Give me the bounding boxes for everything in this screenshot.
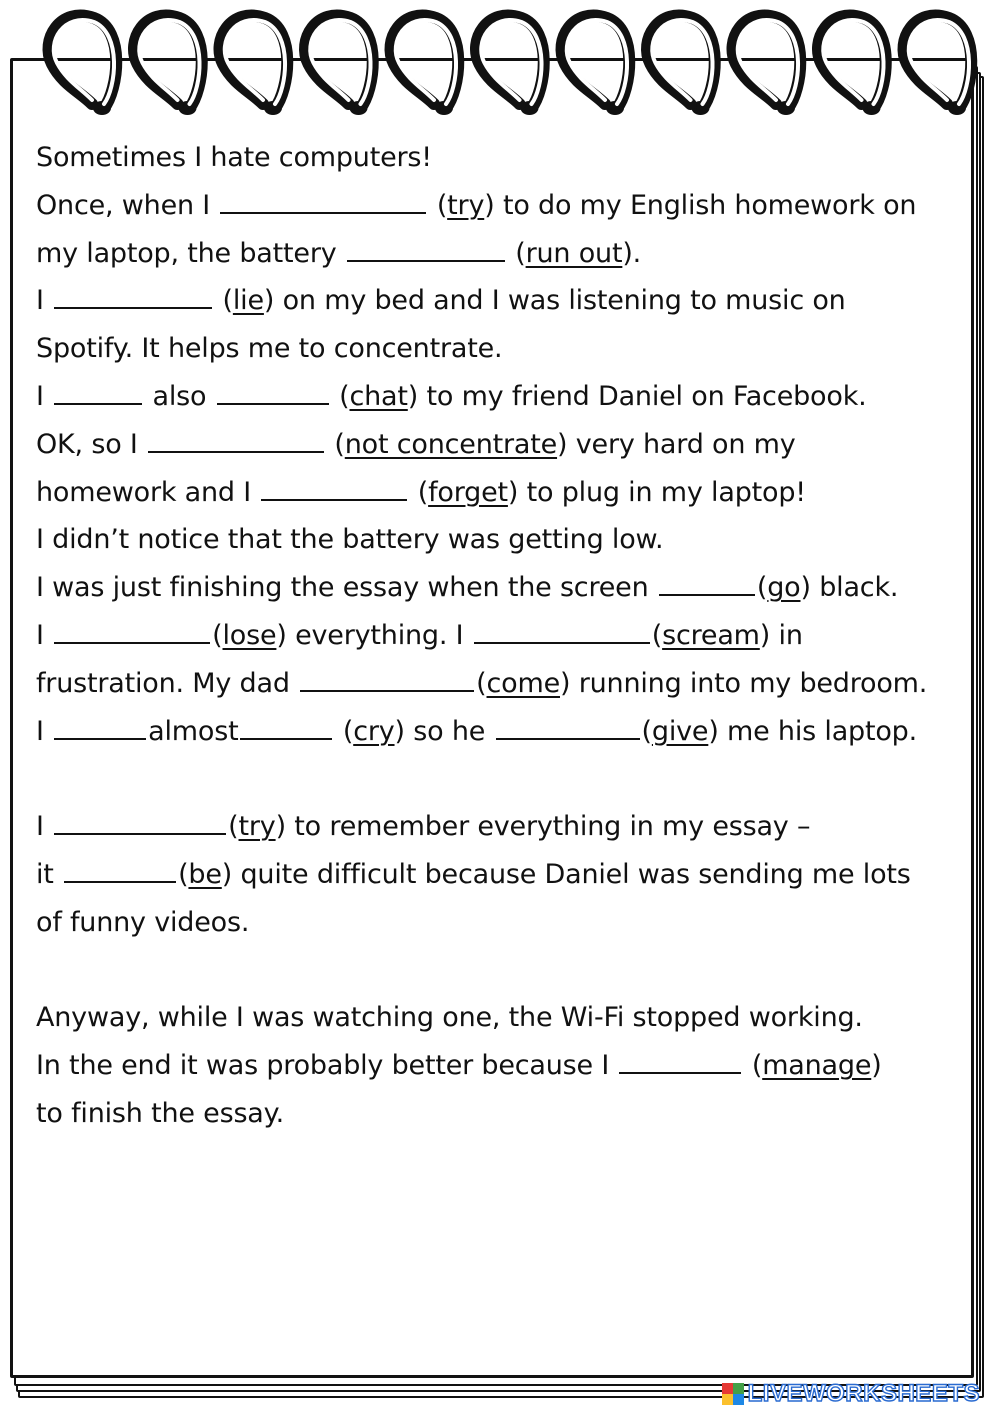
verb-prompt: scream	[662, 619, 760, 651]
text-segment: ) black.	[800, 572, 899, 604]
text-line	[36, 421, 966, 469]
verb-prompt: chat	[349, 380, 408, 412]
text-line	[36, 994, 966, 1042]
text-segment: I didn’t notice that the battery was getting low.	[36, 524, 664, 556]
verb-prompt: not concentrate	[344, 428, 558, 460]
text-segment: Once, when I	[36, 189, 219, 221]
text-segment: Anyway, while I was watching one, the Wi-Fi stopped working.	[36, 1002, 863, 1034]
spacer-line	[36, 755, 966, 803]
text-segment: almost	[148, 715, 239, 747]
answer-blank[interactable]	[54, 616, 210, 644]
text-segment: ) running into my bedroom.	[560, 667, 928, 699]
text-segment: it	[36, 858, 63, 890]
text-segment: I	[36, 715, 53, 747]
brand-text: LIVEWORKSHEETS	[747, 1380, 980, 1407]
answer-blank[interactable]	[659, 568, 755, 596]
spiral-ring	[219, 16, 287, 115]
text-segment: ) quite difficult because Daniel was sending me lots	[221, 858, 911, 890]
text-segment: ) in	[759, 619, 803, 651]
text-line	[36, 277, 966, 325]
text-segment: of funny videos.	[36, 906, 250, 938]
text-line	[36, 325, 966, 373]
answer-blank[interactable]	[64, 855, 176, 883]
text-segment: homework and I	[36, 476, 260, 508]
answer-blank[interactable]	[220, 186, 426, 214]
answer-blank[interactable]	[54, 377, 142, 405]
text-segment: ) me his laptop.	[708, 715, 917, 747]
text-line	[36, 803, 966, 851]
text-segment: Sometimes I hate computers!	[36, 142, 432, 173]
text-segment: ) to plug in my laptop!	[507, 476, 806, 508]
spiral-ring	[305, 16, 373, 115]
spiral-ring	[134, 16, 202, 115]
text-segment: OK, so I	[36, 428, 147, 460]
text-segment: I	[36, 285, 53, 317]
spiral-ring	[390, 16, 458, 115]
text-segment: ).	[622, 237, 642, 269]
text-segment: my laptop, the battery	[36, 237, 345, 269]
text-line	[36, 182, 966, 230]
text-line	[36, 469, 966, 517]
spacer-line	[36, 947, 966, 995]
text-segment: I	[36, 619, 53, 651]
verb-prompt: manage	[762, 1050, 872, 1082]
verb-prompt: go	[767, 572, 801, 604]
answer-blank[interactable]	[54, 281, 212, 309]
answer-blank[interactable]	[300, 664, 474, 692]
answer-blank[interactable]	[261, 473, 407, 501]
text-segment: ) to do my English homework on	[484, 189, 917, 221]
text-segment: (	[756, 572, 768, 604]
spiral-ring	[48, 16, 116, 115]
text-segment: (	[214, 285, 233, 317]
text-segment: (	[330, 380, 350, 412]
verb-prompt: come	[486, 667, 560, 699]
text-segment: (	[228, 811, 239, 843]
text-line	[36, 612, 966, 660]
spiral-ring	[903, 16, 971, 115]
text-segment: (	[641, 715, 652, 747]
liveworksheets-logo	[722, 1381, 980, 1407]
answer-blank[interactable]	[217, 377, 329, 405]
text-segment: (	[212, 619, 223, 651]
text-segment: In the end it was probably better because I	[36, 1050, 618, 1082]
text-line	[36, 230, 966, 278]
text-segment: I	[36, 811, 53, 843]
text-segment: (	[651, 619, 663, 651]
verb-prompt: give	[651, 715, 709, 747]
logo-square-red	[722, 1383, 733, 1394]
answer-blank[interactable]	[619, 1046, 741, 1074]
verb-prompt: try	[447, 189, 485, 221]
spiral-binding	[0, 0, 1000, 140]
text-line	[36, 708, 966, 756]
verb-prompt: lose	[222, 619, 277, 651]
text-segment: ) on my bed and I was listening to music on	[263, 285, 846, 317]
spiral-ring	[476, 16, 544, 115]
text-line	[36, 134, 966, 182]
verb-prompt: be	[188, 858, 222, 890]
text-line	[36, 516, 966, 564]
text-segment: to finish the essay.	[36, 1097, 284, 1129]
text-segment: (	[743, 1050, 763, 1082]
spiral-ring	[732, 16, 800, 115]
liveworksheets-icon	[722, 1383, 744, 1405]
answer-blank[interactable]	[54, 807, 226, 835]
answer-blank[interactable]	[496, 712, 640, 740]
logo-square-blue	[733, 1394, 744, 1405]
spiral-ring	[561, 16, 629, 115]
answer-blank[interactable]	[148, 425, 324, 453]
text-segment: (	[334, 715, 354, 747]
spiral-ring	[647, 16, 715, 115]
text-line	[36, 1090, 966, 1138]
answer-blank[interactable]	[240, 712, 332, 740]
verb-prompt: forget	[428, 476, 508, 508]
verb-prompt: try	[238, 811, 276, 843]
logo-square-green	[733, 1383, 744, 1394]
text-segment: (	[506, 237, 526, 269]
text-segment: also	[144, 380, 215, 412]
answer-blank[interactable]	[474, 616, 650, 644]
text-segment: ) very hard on my	[557, 428, 796, 460]
text-line	[36, 1042, 966, 1090]
text-line	[36, 899, 966, 947]
text-line	[36, 373, 966, 421]
text-segment: (	[326, 428, 345, 460]
answer-blank[interactable]	[54, 712, 146, 740]
verb-prompt: cry	[353, 715, 395, 747]
text-segment: frustration. My dad	[36, 667, 299, 699]
text-segment: Spotify. It helps me to concentrate.	[36, 333, 503, 365]
spiral-ring	[818, 16, 886, 115]
text-line	[36, 564, 966, 612]
text-segment: I was just finishing the essay when the screen	[36, 572, 657, 604]
text-segment: (	[428, 189, 448, 221]
answer-blank[interactable]	[347, 234, 505, 262]
text-segment: I	[36, 380, 53, 412]
text-segment: )	[871, 1050, 882, 1082]
text-segment: ) to my friend Daniel on Facebook.	[407, 380, 867, 412]
text-line	[36, 851, 966, 899]
text-segment: (	[476, 667, 487, 699]
text-segment: ) everything. I	[276, 619, 472, 651]
text-line	[36, 660, 966, 708]
text-segment: ) to remember everything in my essay –	[275, 811, 811, 843]
verb-prompt: run out	[525, 237, 623, 269]
text-segment: ) so he	[394, 715, 494, 747]
logo-square-yellow	[722, 1394, 733, 1405]
worksheet-text	[36, 134, 966, 1138]
text-segment: (	[178, 858, 189, 890]
verb-prompt: lie	[232, 285, 264, 317]
text-segment: (	[409, 476, 429, 508]
